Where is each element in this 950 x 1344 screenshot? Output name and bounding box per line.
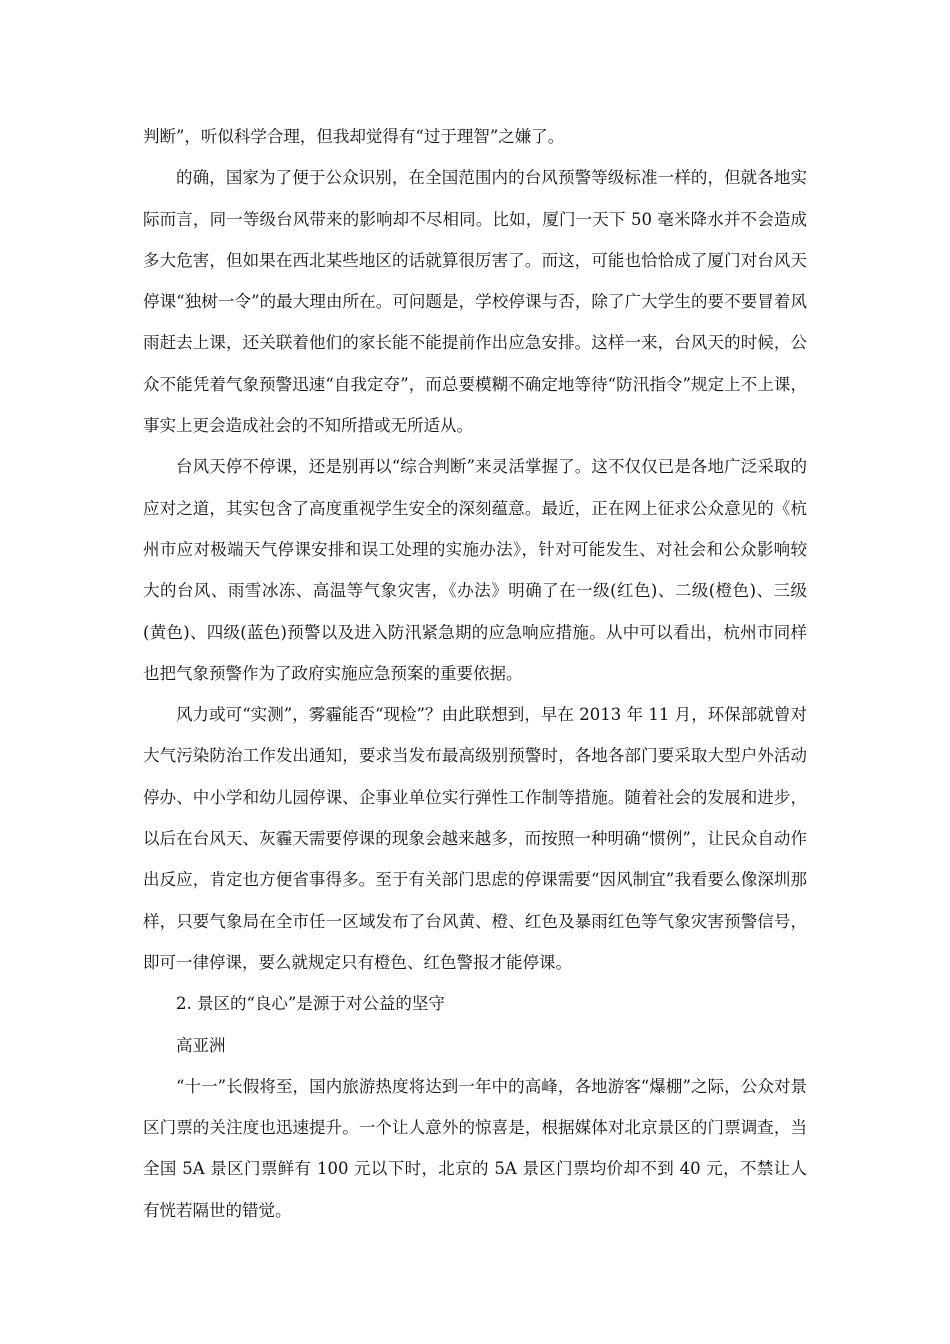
- section-heading: 2. 景区的“良心”是源于对公益的坚守: [176, 994, 445, 1014]
- paragraph-typhoon-standards: 的确，国家为了便于公众识别，在全国范围内的台风预警等级标准一样的，但就各地实际而言，同一等级台风带来的影响却不尽相同。比如，厦门一天下 50 毫米降水并不会造成多大危害，但如果在西北某些地区的话就算很厉害了。而这，可能也恰恰成了厦门对台风天停课“独树一令”的最大理由所在。可问题是，学校停课与否，除了广大学生的要不要冒着风雨赶去上课，还关联着他们的家长能不能提前作出应急安排。这样一来，台风天的时候，公众不能凭着气象预警迅速“自我定夺”，而总要模糊不确定地等待“防汛指令”规定上不上课，事实上更会造成社会的不知所措或无所适从。: [143, 168, 807, 436]
- author-name: 高亚洲: [176, 1035, 226, 1055]
- paragraph-smog-warning: 风力或可“实测”，雾霾能否“现检”？由此联想到，早在 2013 年 11 月，环保部就曾对大气污染防治工作发出通知，要求当发布最高级别预警时，各地各部门要采取大型户外活动停办、中小学和幼儿园停课、企事业单位实行弹性工作制等措施。随着社会的发展和进步，以后在台风天、灰霾天需要停课的现象会越来越多，而按照一种明确“惯例”，让民众自动作出反应，肯定也方便省事得多。至于有关部门思虑的停课需要“因风制宜”我看要么像深圳那样，只要气象局在全市任一区域发布了台风黄、橙、红色及暴雨红色等气象灾害预警信号，即可一律停课，要么就规定只有橙色、红色警报才能停课。: [143, 705, 807, 972]
- paragraph-scenic-tickets: “十一”长假将至，国内旅游热度将达到一年中的高峰，各地游客“爆棚”之际，公众对景区门票的关注度也迅速提升。一个让人意外的惊喜是，根据媒体对北京景区的门票调查，当全国 5A 景区门票鲜有 100 元以下时，北京的 5A 景区门票均价却不到 40 元，不禁让人有恍若隔世的错觉。: [143, 1076, 807, 1220]
- document-body: [143, 116, 807, 1231]
- paragraph-hangzhou-measures: 台风天停不停课，还是别再以“综合判断”来灵活掌握了。这不仅仅已是各地广泛采取的应对之道，其实包含了高度重视学生安全的深刻蕴意。最近，正在网上征求公众意见的《杭州市应对极端天气停课安排和误工处理的实施办法》，针对可能发生、对社会和公众影响较大的台风、雨雪冰冻、高温等气象灾害，《办法》明确了在一级(红色)、二级(橙色)、三级(黄色)、四级(蓝色)预警以及进入防汛紧急期的应急响应措施。从中可以看出，杭州市同样也把气象预警作为了政府实施应急预案的重要依据。: [143, 457, 807, 683]
- paragraph-continuation: 判断”，听似科学合理，但我却觉得有“过于理智”之嫌了。: [143, 127, 565, 146]
